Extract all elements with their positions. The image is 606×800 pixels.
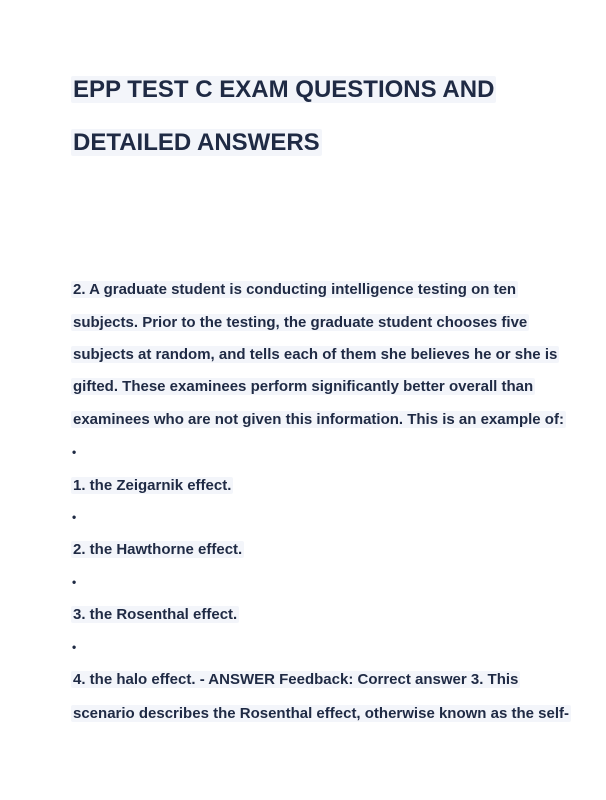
option-4-with-answer: 4. the halo effect. - ANSWER Feedback: Correct answer 3. This xyxy=(73,671,519,688)
list-bullet: • xyxy=(72,640,77,654)
list-bullet: • xyxy=(72,575,77,589)
question-line-1: 2. A graduate student is conducting intelligence testing on ten xyxy=(73,281,517,298)
list-bullet: • xyxy=(72,445,77,459)
option-3: 3. the Rosenthal effect. xyxy=(73,606,238,623)
option-2: 2. the Hawthorne effect. xyxy=(73,541,243,558)
question-line-4: gifted. These examinees perform significantly better overall than xyxy=(73,378,534,395)
document-title-line-2: DETAILED ANSWERS xyxy=(73,129,320,156)
list-bullet: • xyxy=(72,510,77,524)
question-line-2: subjects. Prior to the testing, the graduate student chooses five xyxy=(73,314,528,331)
question-line-5: examinees who are not given this information. This is an example of: xyxy=(73,411,564,428)
document-title-line-1: EPP TEST C EXAM QUESTIONS AND xyxy=(73,76,495,103)
question-line-3: subjects at random, and tells each of them she believes he or she is xyxy=(73,346,558,363)
option-1: 1. the Zeigarnik effect. xyxy=(73,477,232,494)
answer-feedback-continuation: scenario describes the Rosenthal effect, otherwise known as the self- xyxy=(73,705,569,722)
